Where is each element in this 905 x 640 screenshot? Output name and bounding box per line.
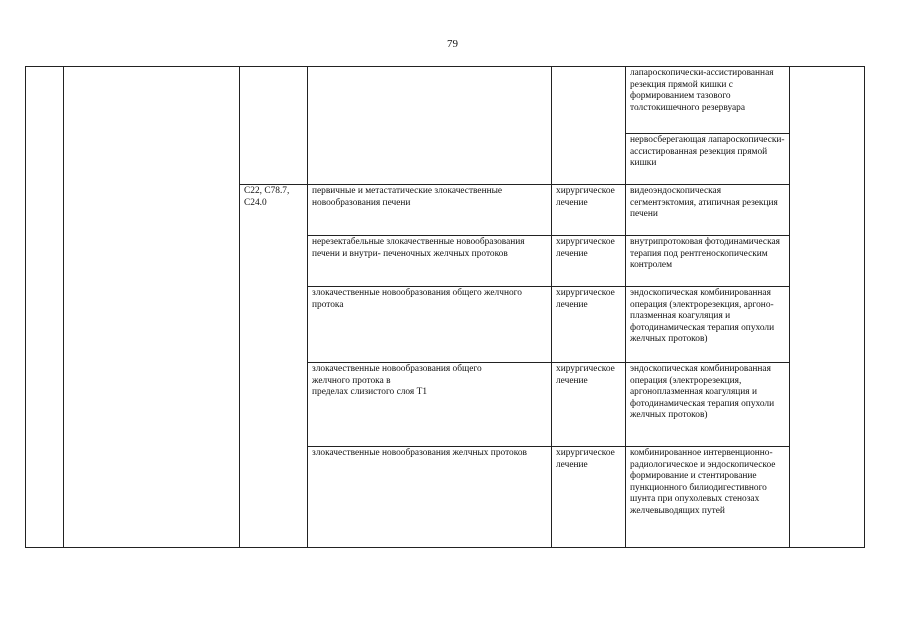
diagnosis-line: пределах слизистого слоя T1: [312, 387, 428, 398]
diagnosis-line: злокачественные новообразования общего: [312, 364, 482, 374]
diagnosis-cell: нерезектабельные злокачественные новообразования печени и внутри- печеночных желчных протоков: [308, 236, 552, 287]
icd-code-cell: C22, C78.7, C24.0: [240, 185, 308, 548]
diagnosis-continuation: [308, 67, 552, 185]
treatment-cell: хирургическое лечение: [552, 185, 626, 236]
treatment-cell: хирургическое лечение: [552, 363, 626, 447]
treatment-cell: хирургическое лечение: [552, 287, 626, 363]
treatment-continuation: [552, 67, 626, 185]
volume-column: [790, 67, 865, 548]
index-column: [26, 67, 64, 548]
diagnosis-cell: первичные и метастатические злокачественные новообразования печени: [308, 185, 552, 236]
code-column-continuation: [240, 67, 308, 185]
medical-procedures-table: [25, 66, 865, 548]
method-cell: эндоскопическая комбинированная операция (электрорезекция, аргоно-плазменная коагуляция и фотодинамическая терапия опухоли желчных протоков): [626, 287, 790, 363]
page-number: 79: [447, 38, 458, 50]
method-cell: лапароскопически-ассистированная резекция прямой кишки с формированием тазового толстокишечного резервуара: [626, 67, 790, 134]
method-cell: нервосберегающая лапароскопически-ассистированная резекция прямой кишки: [626, 134, 790, 185]
treatment-cell: хирургическое лечение: [552, 447, 626, 548]
group-column: [64, 67, 240, 548]
method-cell: комбинированное интервенционно-радиологическое и эндоскопическое формирование и стентирование пункционного билиодигестивного шунта при опухолевых стенозах желчевыводящих путей: [626, 447, 790, 548]
method-cell: эндоскопическая комбинированная операция (электрорезекция, аргоноплазменная коагуляция и фотодинамическая терапия опухоли желчных протоков): [626, 363, 790, 447]
treatment-cell: хирургическое лечение: [552, 236, 626, 287]
diagnosis-cell: злокачественные новообразования желчных протоков: [308, 447, 552, 548]
diagnosis-cell: злокачественные новообразования общего желчного протока: [308, 287, 552, 363]
diagnosis-line: желчного протока в: [312, 375, 391, 386]
method-cell: внутрипротоковая фотодинамическая терапия под рентгеноскопическим контролем: [626, 236, 790, 287]
method-cell: видеоэндоскопическая сегментэктомия, атипичная резекция печени: [626, 185, 790, 236]
diagnosis-cell: [308, 363, 552, 447]
